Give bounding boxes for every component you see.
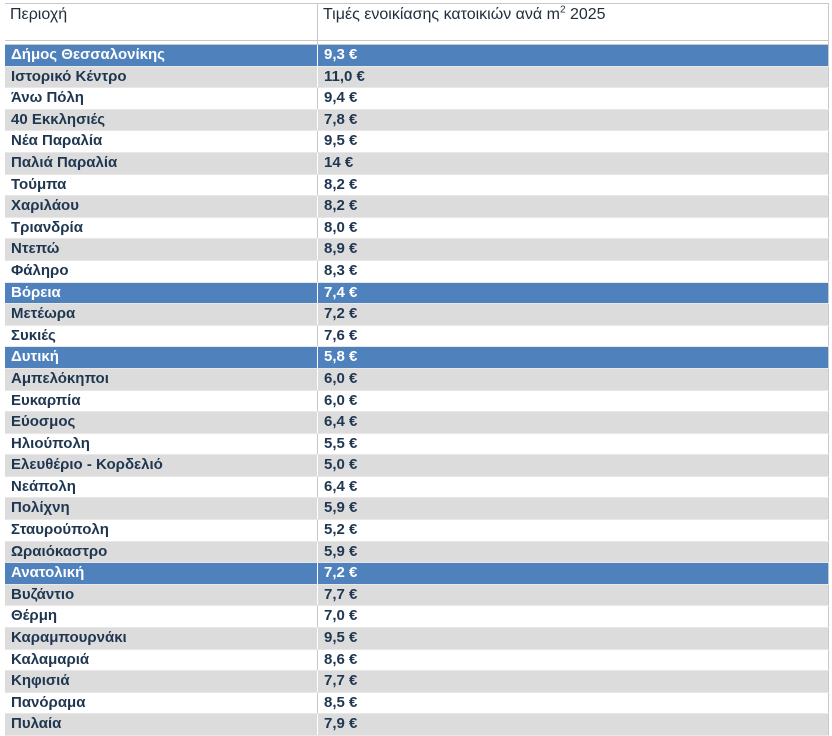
header-price-sup: 2 — [559, 4, 566, 16]
table-row — [5, 650, 829, 672]
table-group-row — [5, 45, 829, 67]
price-cell: 6,4 € — [318, 412, 829, 433]
area-cell: Αμπελόκηποι — [5, 369, 318, 390]
table-row — [5, 434, 829, 456]
area-cell: Ωραιόκαστρο — [5, 542, 318, 563]
area-cell: Πολίχνη — [5, 498, 318, 519]
price-cell: 6,4 € — [318, 477, 829, 498]
table-row — [5, 542, 829, 564]
table-row — [5, 498, 829, 520]
table-row — [5, 304, 829, 326]
table-row — [5, 714, 829, 736]
area-cell: Άνω Πόλη — [5, 88, 318, 109]
table-row — [5, 218, 829, 240]
table-row — [5, 477, 829, 499]
table-group-row — [5, 563, 829, 585]
table-row — [5, 261, 829, 283]
area-cell: Τούμπα — [5, 175, 318, 196]
table-row — [5, 88, 829, 110]
price-cell: 5,8 € — [318, 347, 829, 368]
area-cell: Δυτική — [5, 347, 318, 368]
table-row — [5, 131, 829, 153]
price-cell: 7,8 € — [318, 110, 829, 131]
table-row — [5, 455, 829, 477]
price-cell: 8,0 € — [318, 218, 829, 239]
area-cell: Νέα Παραλία — [5, 131, 318, 152]
area-cell: Δήμος Θεσσαλονίκης — [5, 45, 318, 66]
price-cell: 9,3 € — [318, 45, 829, 66]
area-cell: Ανατολική — [5, 563, 318, 584]
table-row — [5, 239, 829, 261]
table-row — [5, 412, 829, 434]
table-row — [5, 628, 829, 650]
area-cell: Βυζάντιο — [5, 585, 318, 606]
price-cell: 6,0 € — [318, 369, 829, 390]
price-cell: 7,4 € — [318, 283, 829, 304]
area-cell: Καλαμαριά — [5, 650, 318, 671]
table-header — [5, 3, 829, 41]
table-row — [5, 326, 829, 348]
area-cell: Μετέωρα — [5, 304, 318, 325]
price-cell: 8,5 € — [318, 693, 829, 714]
price-cell: 7,2 € — [318, 563, 829, 584]
header-price — [318, 4, 829, 40]
area-cell: Κηφισιά — [5, 671, 318, 692]
area-cell: Βόρεια — [5, 283, 318, 304]
area-cell: Παλιά Παραλία — [5, 153, 318, 174]
table-row — [5, 585, 829, 607]
price-cell: 6,0 € — [318, 391, 829, 412]
table-row — [5, 196, 829, 218]
table-row — [5, 369, 829, 391]
price-cell: 5,5 € — [318, 434, 829, 455]
area-cell: Σταυρούπολη — [5, 520, 318, 541]
area-cell: 40 Εκκλησιές — [5, 110, 318, 131]
price-cell: 5,0 € — [318, 455, 829, 476]
spacer-col2 — [318, 41, 829, 44]
price-cell: 8,6 € — [318, 650, 829, 671]
table-row — [5, 693, 829, 715]
price-cell: 7,6 € — [318, 326, 829, 347]
header-area: Περιοχή — [5, 4, 318, 40]
price-cell: 5,9 € — [318, 498, 829, 519]
table-row — [5, 153, 829, 175]
table-row — [5, 391, 829, 413]
spacer-col1 — [5, 41, 318, 44]
area-cell: Νεάπολη — [5, 477, 318, 498]
area-cell: Ηλιούπολη — [5, 434, 318, 455]
price-cell: 7,7 € — [318, 671, 829, 692]
price-cell: 7,0 € — [318, 606, 829, 627]
area-cell: Χαριλάου — [5, 196, 318, 217]
area-cell: Συκιές — [5, 326, 318, 347]
area-cell: Θέρμη — [5, 606, 318, 627]
table-row — [5, 671, 829, 693]
area-cell: Φάληρο — [5, 261, 318, 282]
area-cell: Ντεπώ — [5, 239, 318, 260]
area-cell: Ευκαρπία — [5, 391, 318, 412]
price-cell: 11,0 € — [318, 67, 829, 88]
table-row — [5, 175, 829, 197]
header-price-year: 2025 — [565, 6, 606, 23]
area-cell: Πυλαία — [5, 714, 318, 735]
area-cell: Ιστορικό Κέντρο — [5, 67, 318, 88]
table-row — [5, 110, 829, 132]
table-row — [5, 606, 829, 628]
price-cell: 8,9 € — [318, 239, 829, 260]
price-cell: 14 € — [318, 153, 829, 174]
rent-prices-table — [5, 3, 829, 736]
price-cell: 9,5 € — [318, 628, 829, 649]
price-cell: 9,4 € — [318, 88, 829, 109]
price-cell: 7,2 € — [318, 304, 829, 325]
table-group-row — [5, 347, 829, 369]
price-cell: 7,7 € — [318, 585, 829, 606]
price-cell: 8,3 € — [318, 261, 829, 282]
price-cell: 5,2 € — [318, 520, 829, 541]
price-cell: 8,2 € — [318, 175, 829, 196]
area-cell: Πανόραμα — [5, 693, 318, 714]
area-cell: Καραμπουρνάκι — [5, 628, 318, 649]
price-cell: 8,2 € — [318, 196, 829, 217]
area-cell: Τριανδρία — [5, 218, 318, 239]
table-group-row — [5, 283, 829, 305]
table-row — [5, 520, 829, 542]
price-cell: 5,9 € — [318, 542, 829, 563]
table-row — [5, 67, 829, 89]
price-cell: 9,5 € — [318, 131, 829, 152]
price-cell: 7,9 € — [318, 714, 829, 735]
table-body — [5, 45, 829, 736]
area-cell: Εύοσμος — [5, 412, 318, 433]
area-cell: Ελευθέριο - Κορδελιό — [5, 455, 318, 476]
header-price-text: Τιμές ενοικίασης κατοικιών ανά m — [323, 6, 560, 23]
